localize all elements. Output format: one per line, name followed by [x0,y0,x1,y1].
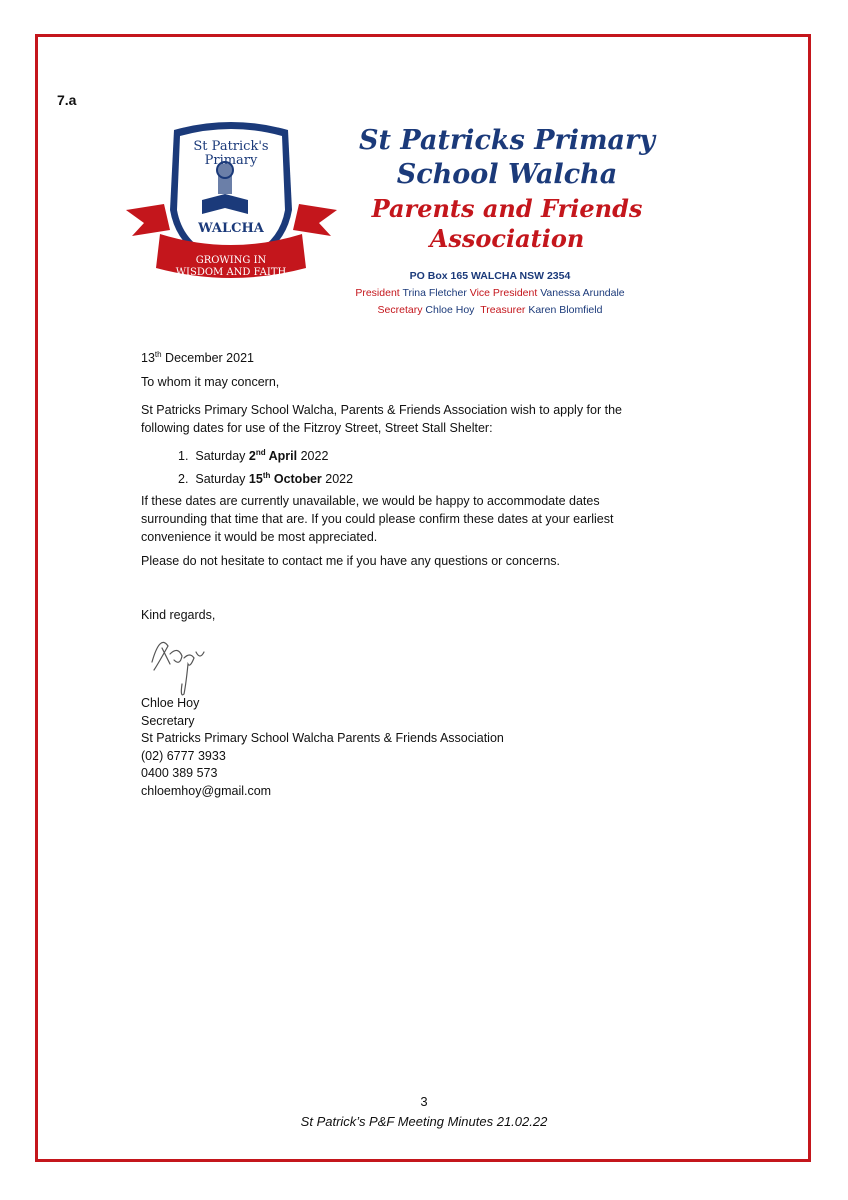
letter-paragraph-2: If these dates are currently unavailable, we would be happy to accommodate dates surrounding that time that are. If you could please confirm these dates at your earliest convenience it would be most appreciated. [141,494,614,544]
treasurer-label: Treasurer [480,304,526,316]
logo-top-text-1: St Patrick's [193,139,269,154]
letter-paragraph-3: Please do not hesitate to contact me if you have any questions or concerns. [141,554,561,568]
handwritten-signature [140,624,230,699]
contact-name: Chloe Hoy [141,696,200,710]
letterhead-line-3: Parents and Friends [371,194,643,223]
vice-president-name: Vanessa Arundale [540,287,625,299]
list-item: 2. Saturday 15th October 2022 [178,471,354,487]
letterhead-line-2: School Walcha [396,159,618,190]
contact-mobile: 0400 389 573 [141,766,218,780]
school-crest-logo [124,118,339,290]
secretary-name: Chloe Hoy [425,304,475,316]
letterhead-line-1: St Patricks Primary [359,125,655,156]
treasurer-name: Karen Blomfield [528,304,603,316]
contact-block [141,695,504,800]
president-name: Trina Fletcher [402,287,467,299]
page-label: 7.a [57,92,77,108]
logo-middle-text: WALCHA [198,221,264,236]
secretary-label: Secretary [377,304,423,316]
letter-date: 13th December 2021 [141,350,254,366]
officers-line-1 [340,285,640,302]
vice-president-label: Vice President [469,287,538,299]
page-number: 3 [420,1094,428,1109]
contact-phone: (02) 6777 3933 [141,748,226,763]
letter-greeting: To whom it may concern, [141,375,280,389]
logo-banner-text-1: GROWING IN [195,255,267,266]
president-label: President [355,287,400,299]
officers-line-2 [340,302,640,319]
letterhead-title [352,124,662,254]
logo-top-text-2: Primary [204,153,258,168]
contact-email: chloemhoy@gmail.com [141,783,272,798]
footer-title: St Patrick’s P&F Meeting Minutes 21.02.22 [300,1114,548,1129]
contact-title: Secretary [141,713,195,728]
requested-dates-list [178,443,353,489]
contact-organisation: St Patricks Primary School Walcha Parents & Friends Association [141,731,504,745]
letter-paragraph-1: St Patricks Primary School Walcha, Parents & Friends Association wish to apply for the following dates for use of the Fitzroy Street, Street Stall Shelter: [141,403,622,435]
logo-banner-text-2: WISDOM AND FAITH [175,267,287,278]
list-item: 1. Saturday 2nd April 2022 [178,448,329,464]
letterhead-line-4: Association [429,224,585,253]
letter-closing: Kind regards, [141,608,216,622]
letterhead-address [340,268,640,319]
po-box: PO Box 165 WALCHA NSW 2354 [409,270,571,282]
